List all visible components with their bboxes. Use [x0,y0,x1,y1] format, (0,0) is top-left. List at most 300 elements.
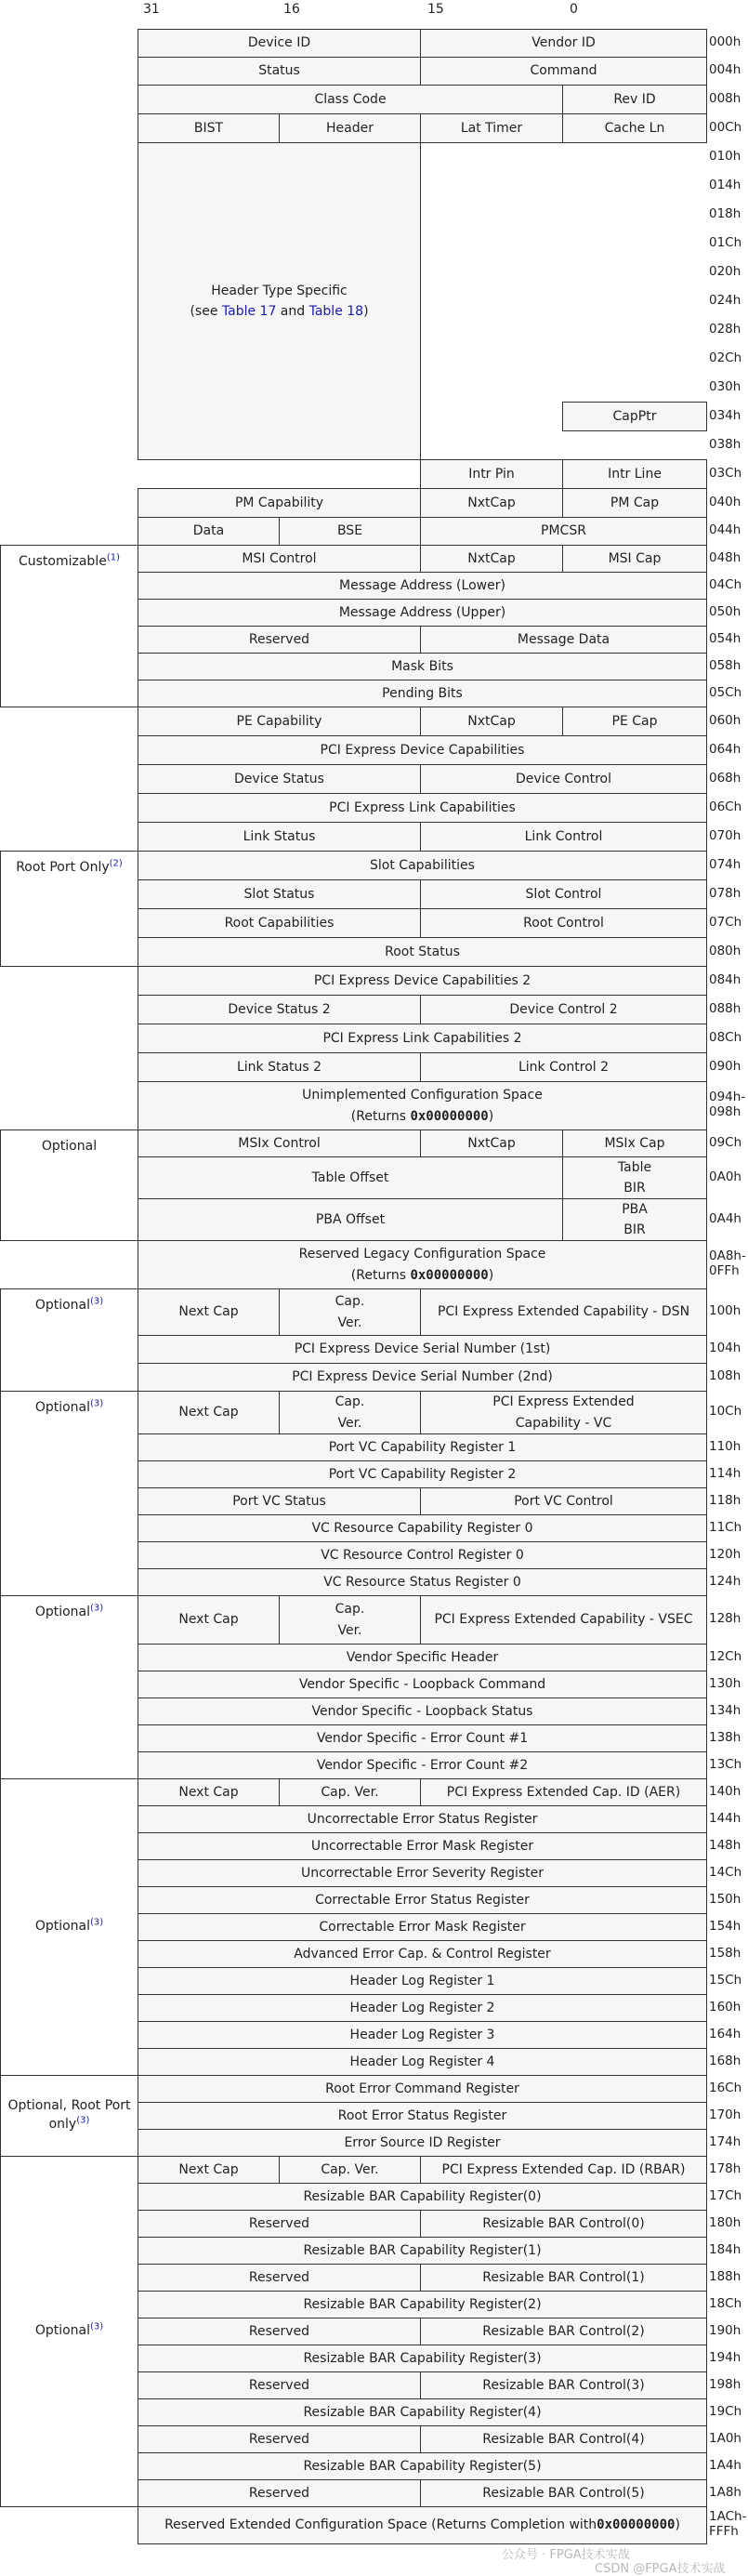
register-name: Reserved Legacy Configuration Space [298,1247,546,1262]
register-cell [562,545,707,573]
register-cell [420,1778,707,1806]
subtext-part: (Returns [350,1108,411,1124]
register-cell [138,1240,707,1289]
register-cell [279,1595,421,1645]
register-name: Cache Ln [604,120,665,136]
offset-label: 16Ch [709,2080,742,2095]
register-name: MSIx Control [238,1135,321,1151]
register-name: Port VC Capability Register 1 [328,1439,517,1455]
register-name: PCI Express Device Serial Number (1st) [294,1341,551,1357]
register-name: Header Type Specific [211,283,348,298]
register-name: Header Log Register 3 [349,2027,495,2042]
group-label-text [16,859,123,878]
offset-label: 168h [709,2053,741,2068]
subtext-part: Capability - VC [515,1415,612,1431]
offset-label: 080h [709,943,741,958]
register-cell [138,2479,421,2507]
register-cell [138,1595,280,1645]
register-cell [138,113,280,143]
register-cell [420,1129,563,1157]
register-name: Root Status [385,944,460,959]
offset-label: 150h [709,1891,741,1907]
register-cell [420,707,563,736]
register-name: Next Cap [178,1405,239,1420]
register-name: Reserved [248,2269,310,2285]
register-name: Root Capabilities [224,915,335,931]
register-cell [562,113,707,143]
register-cell [420,1391,707,1434]
register-name: Device ID [247,35,311,51]
register-cell [138,1363,707,1392]
offset-label: 14Ch [709,1864,742,1880]
register-name: BSE [336,523,363,539]
register-name: Mask Bits [391,658,453,674]
register-name: Pending Bits [382,685,463,701]
register-cell [138,1541,707,1569]
register-name: PCI Express Extended Capability - VSEC [434,1612,693,1628]
register-name: Command [530,63,597,79]
footnote-ref[interactable]: (3) [76,2115,90,2126]
register-name: NxtCap [467,495,516,510]
register-cell [138,2237,707,2265]
offset-label: 098h [709,1104,741,1119]
register-name: Vendor ID [531,35,596,51]
register-cell [562,1156,707,1199]
register-cell [138,1832,707,1860]
register-cell [138,995,421,1024]
group-label [0,1778,138,2076]
group-label-text [42,1138,97,1156]
register-cell [420,29,707,58]
footnote-ref[interactable]: (3) [90,1603,104,1614]
group-label-text [35,1297,103,1315]
register-cell [138,966,707,996]
register-name: Advanced Error Cap. & Control Register [294,1946,551,1962]
register-name: Message Address (Upper) [338,604,506,620]
register-name: PM Cap [610,495,660,510]
footnote-ref[interactable]: (3) [90,1296,104,1307]
register-cell [138,1671,707,1698]
register-name: Resizable BAR Control(5) [482,2485,645,2501]
register-cell [279,517,421,546]
subtext-part: Ver. [337,1314,362,1330]
register-subtext [623,1220,645,1240]
subtext-part: (Returns [350,1267,411,1283]
subtext-part: (see [190,304,222,319]
register-name: PCI Express Device Capabilities [320,742,525,758]
group-label [0,2156,138,2507]
subtext-part: Ver. [337,1415,362,1431]
register-name: Header Log Register 4 [349,2054,495,2069]
offset-label: 000h [709,34,741,49]
register-name: Cap. [335,1394,365,1410]
offset-label: 004h [709,62,741,77]
register-cell [138,1288,280,1336]
offset-label: 114h [709,1465,741,1481]
register-name: Table Offset [311,1169,389,1185]
offset-label: 194h [709,2349,741,2365]
register-cell [138,680,707,707]
register-name: Intr Pin [468,466,515,482]
offset-label: 030h [709,378,741,394]
register-name: PBA [622,1201,648,1217]
register-cell [420,2479,707,2507]
register-name: PCI Express Extended Cap. ID (RBAR) [441,2161,686,2177]
register-name: Root Control [523,915,604,931]
table-link[interactable]: Table 18 [308,304,364,319]
register-cell [138,29,421,58]
offset-label: 07Ch [709,914,742,930]
register-name: Status [258,63,300,79]
subtext-part: Ver. [337,1622,362,1638]
register-name: Vendor Specific - Loopback Command [298,1676,546,1692]
offset-label: 014h [709,177,741,192]
register-cell [420,1052,707,1082]
offset-label: 184h [709,2241,741,2257]
register-cell [138,735,707,765]
register-cell [279,1778,421,1806]
register-cell [138,1886,707,1914]
offset-label: 140h [709,1783,741,1799]
register-cell [420,1487,707,1515]
register-cell [138,1024,707,1053]
register-name: Class Code [314,91,387,107]
register-cell [138,2398,707,2426]
register-name: Intr Line [608,466,662,482]
register-cell [138,908,421,938]
offset-label: 180h [709,2214,741,2230]
register-name: Cap. Ver. [321,1784,379,1800]
footnote-ref[interactable]: (3) [90,1917,104,1928]
register-name: PBA Offset [315,1211,386,1227]
group-label [0,851,138,967]
register-name: Root Error Status Register [337,2107,507,2123]
group-label [0,1288,138,1392]
offset-label: 158h [709,1945,741,1961]
register-cell [562,707,707,736]
group-label-name: Optional [34,1605,91,1619]
offset-label: 054h [709,630,741,646]
register-subtext [351,1265,493,1286]
offset-label: 034h [709,407,741,423]
group-label [0,1391,138,1596]
table-link[interactable]: Table 17 [221,304,277,319]
offset-label: 068h [709,770,741,786]
register-name: Resizable BAR Control(0) [482,2215,645,2231]
group-label-name: Customizable [18,554,107,569]
register-name: NxtCap [467,1135,516,1151]
offset-label: 09Ch [709,1134,742,1150]
register-cell [138,1568,707,1596]
footnote-ref[interactable]: (3) [90,2321,104,2332]
offset-label: 164h [709,2026,741,2041]
register-name: Next Cap [178,2161,239,2177]
offset-label: 074h [709,856,741,872]
register-cell [138,1994,707,2022]
footnote-ref[interactable]: (3) [90,1398,104,1409]
register-cell [562,1198,707,1241]
register-name: Link Control [524,828,603,844]
register-name: Reserved [248,2323,310,2339]
register-cell [138,879,421,909]
register-name: BIST [193,120,224,136]
offset-label: 1A8h [709,2484,741,2500]
register-cell [138,572,707,600]
register-name: Uncorrectable Error Mask Register [310,1838,534,1854]
offset-label: 038h [709,436,741,452]
register-name: Uncorrectable Error Status Register [307,1811,538,1827]
return-value: 0x00000000 [410,1267,489,1283]
register-name: Message Data [517,631,610,647]
register-cell [138,1859,707,1887]
offset-label: 06Ch [709,799,742,814]
offset-label: 05Ch [709,684,742,700]
register-cell [138,1129,421,1157]
register-cell [420,908,707,938]
register-name: Header Log Register 1 [349,1973,495,1988]
register-cell [138,2156,280,2184]
register-cell [138,1433,707,1461]
register-cell [138,2264,421,2292]
offset-label: 020h [709,263,741,279]
register-cell [279,2156,421,2184]
register-name: Error Source ID Register [344,2134,501,2150]
register-name: Header [326,120,374,136]
register-name: MSI Control [242,550,317,566]
register-name: PCI Express Extended [492,1394,635,1410]
return-value: 0x00000000 [410,1108,489,1124]
offset-label: 190h [709,2322,741,2338]
register-cell [138,2210,421,2238]
register-name: Resizable BAR Control(4) [482,2431,645,2447]
register-name: Cap. [335,1294,365,1310]
register-cell [420,879,707,909]
register-name: Resizable BAR Capability Register(4) [303,2404,542,2420]
offset-label: 0A4h [709,1210,741,1226]
register-cell [138,2452,707,2480]
register-cell [562,488,707,518]
register-name: PE Capability [236,713,322,729]
register-name: Slot Status [243,886,315,902]
offset-label: 048h [709,549,741,565]
offset-label: 15Ch [709,1972,742,1988]
register-name: Link Control 2 [518,1059,610,1075]
register-cell [420,2371,707,2399]
offset-label: 160h [709,1999,741,2015]
register-name: Reserved Extended Configuration Space (Returns Completion with [164,2517,597,2533]
register-name: Reserved [248,631,310,647]
offset-label: 050h [709,603,741,619]
group-label [0,1595,138,1779]
register-name: PM Capability [234,495,324,510]
offset-label: 13Ch [709,1756,742,1772]
offset-label: 040h [709,494,741,509]
offset-label: 19Ch [709,2403,742,2419]
offset-label: 08Ch [709,1029,742,1045]
watermark-csdn: CSDN @FPGA技术实战 [595,2562,726,2576]
register-cell [138,626,421,654]
offset-label: 00Ch [709,119,742,135]
register-cell [420,488,563,518]
register-name: Reserved [248,2215,310,2231]
group-label [0,1129,138,1241]
register-name: Device Control [516,771,611,786]
register-name: Device Status [234,771,324,786]
offset-label: 084h [709,971,741,987]
offset-label: 01Ch [709,234,742,250]
register-cell [420,57,707,86]
offset-label: 090h [709,1058,741,1074]
register-name: Data [192,523,225,539]
register-name: Reserved [248,2431,310,2447]
offset-label: 02Ch [709,350,742,365]
offset-label: 1A4h [709,2457,741,2473]
offset-label: 144h [709,1810,741,1826]
offset-label: 078h [709,885,741,901]
register-name: Resizable BAR Capability Register(2) [303,2296,542,2312]
register-cell [420,1595,707,1645]
group-label-name: Optional [34,2323,91,2339]
register-subtext [190,301,368,322]
register-cell [138,1460,707,1488]
register-cell [138,85,563,114]
register-name: Message Address (Lower) [339,577,505,593]
bit-15-label: 15 [427,2,444,17]
register-name: Header Log Register 2 [349,2000,495,2015]
offset-label: 198h [709,2376,741,2392]
register-cell [138,488,421,518]
register-name: PCI Express Device Serial Number (2nd) [292,1369,553,1385]
group-label-text [35,2322,103,2341]
register-name: Slot Capabilities [370,857,475,873]
group-label-text [35,1399,103,1418]
register-cell [138,2021,707,2049]
register-name: Device Control 2 [509,1001,618,1017]
register-name: Reserved [248,2485,310,2501]
offset-label: 0FFh [709,1263,740,1278]
register-name: Resizable BAR Control(1) [482,2269,645,2285]
register-cell [138,1487,421,1515]
bit-16-label: 16 [283,2,300,17]
offset-label: 088h [709,1000,741,1016]
register-cell [138,1940,707,1968]
offset-label: 058h [709,657,741,673]
register-name: Resizable BAR Capability Register(1) [303,2242,542,2258]
register-cell [420,517,707,546]
register-name: Resizable BAR Control(2) [482,2323,645,2339]
watermark-wechat: 公众号 · FPGA技术实战 [502,2548,630,2562]
register-name: Port VC Status [232,1493,326,1509]
register-name: Resizable BAR Capability Register(3) [303,2350,542,2366]
register-cell [138,2318,421,2345]
offset-label: FFFh [709,2524,739,2539]
register-cell [138,2425,421,2453]
offset-label: 174h [709,2133,741,2149]
register-name: VC Resource Capability Register 0 [311,1520,533,1536]
offset-label: 03Ch [709,465,742,481]
register-cell [138,1052,421,1082]
subtext-part: BIR [623,1222,646,1237]
group-label-text [5,2097,134,2133]
register-name: Correctable Error Status Register [315,1892,530,1908]
offset-label: 024h [709,292,741,308]
register-cell [138,851,707,880]
register-cell [138,599,707,627]
offset-label: 178h [709,2160,741,2176]
register-cell [138,1913,707,1941]
offset-label: 12Ch [709,1648,742,1664]
register-cell [420,2318,707,2345]
register-cell [420,459,563,489]
register-name: Slot Control [525,886,602,902]
offset-label: 118h [709,1492,741,1508]
footnote-ref[interactable]: (1) [106,552,120,563]
subtext-part: ) [675,2517,680,2533]
bit-31-label: 31 [143,2,160,17]
register-name: Resizable BAR Capability Register(5) [303,2458,542,2474]
register-cell [138,2506,707,2544]
register-name: Lat Timer [460,120,523,136]
register-subtext [351,1106,493,1127]
register-cell [138,2183,707,2211]
register-subtext [337,1620,361,1641]
register-name: Next Cap [178,1612,239,1628]
offset-label: 1ACh- [709,2509,747,2524]
register-name: PCI Express Extended Capability - DSN [437,1304,690,1320]
register-cell [138,2129,707,2157]
register-name: Unimplemented Configuration Space [302,1088,543,1103]
offset-label: 04Ch [709,576,742,592]
register-name: NxtCap [467,550,516,566]
group-label-name: Optional [34,1400,91,1415]
register-name: PCI Express Link Capabilities [329,799,516,815]
register-name: Vendor Specific - Loopback Status [311,1703,533,1719]
return-value: 0x00000000 [597,2517,676,2533]
register-cell [138,764,421,794]
offset-label: 124h [709,1573,741,1589]
register-cell [138,2075,707,2103]
register-cell [279,113,421,143]
group-label-name: Optional [41,1139,98,1154]
register-cell [562,402,707,431]
group-label-name: Optional [34,1919,91,1935]
register-cell [138,1724,707,1752]
register-name: Next Cap [178,1784,239,1800]
register-cell [420,1288,707,1336]
register-cell [420,764,707,794]
register-subtext [516,1413,611,1433]
offset-label: 10Ch [709,1404,742,1419]
subtext-part: and [276,304,309,319]
group-label [0,545,138,707]
register-cell [562,459,707,489]
subtext-part: ) [363,304,369,319]
register-cell [420,545,563,573]
offset-label: 010h [709,148,741,164]
register-cell [279,1391,421,1434]
register-name: Uncorrectable Error Severity Register [300,1865,545,1881]
footnote-ref[interactable]: (2) [109,858,123,869]
offset-label: 18Ch [709,2295,742,2311]
register-cell [138,822,421,852]
offset-label: 028h [709,321,741,337]
offset-label: 094h- [709,1090,746,1104]
register-name: Cap. [335,1602,365,1618]
register-cell [138,1335,707,1364]
offset-label: 17Ch [709,2187,742,2203]
register-name: PCI Express Link Capabilities 2 [322,1030,522,1046]
register-name: MSI Cap [608,550,662,566]
